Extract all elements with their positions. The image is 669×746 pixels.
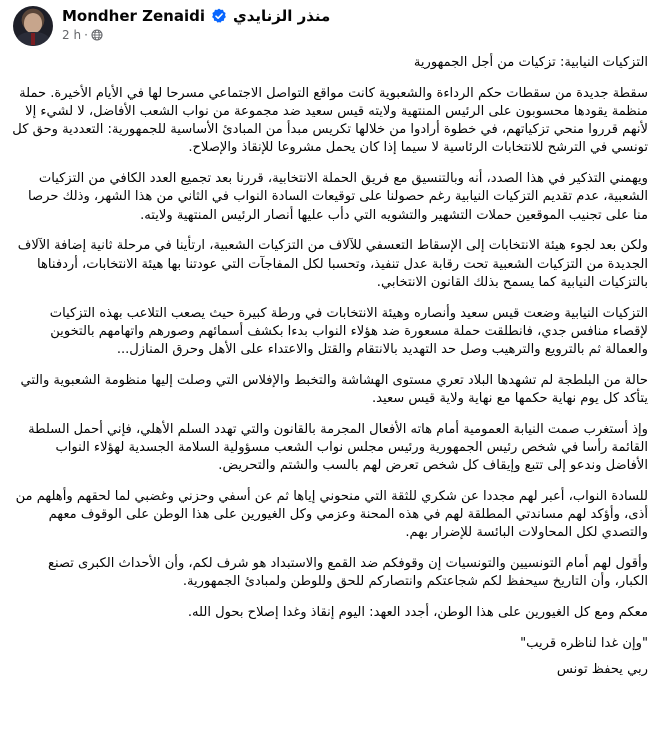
post-paragraph: ولكن بعد لجوء هيئة الانتخابات إلى الإسقاط التعسفي للآلاف من التزكيات الشعبية، ارتأينا في مرحلة ثانية إضافة الآلاف الجديدة من التزكيات الشعبية تحت رقابة عدل تنفيذ، وتحسبا لكل المفاجآت التي عودتنا بها هيئة الانتخابات، أردفناها بالتزكيات النيابية كما يسمح بذلك القانون الانتخابي. <box>17 238 648 290</box>
post-paragraph: سقطة جديدة من سقطات حكم الرداءة والشعبوية كانت مواقع التواصل الاجتماعي مسرحا لها في الأيام الأخيرة. حملة منظمة يقودها محسوبون على الرئيس المنتهية ولايته قيس سعيد ضد مجموعة من نواب الشعب الأفاضل، لا لشيء إلا لأنهم قرروا منحي تزكياتهم، في خطوة أرادوا من خلالها تكريس مبدأ من المبادئ الأساسية للجمهورية: التعددية وحق كل تونسي في الترشح للانتخابات الرئاسية لا سيما إذا كان يحمل مشروعا للإنقاذ والإصلاح. <box>12 85 648 156</box>
post-paragraph: وأقول لهم أمام التونسيين والتونسيات إن وقوفكم ضد القمع والاستبداد هو شرف لكم، وأن الأحداث الكبرى تصنع الكبار، وأن التاريخ سيحفظ لكم شجاعتكم وانتصاركم للحق وللوطن ولمبادئ الجمهورية. <box>47 556 648 590</box>
post-header <box>0 0 669 52</box>
post-paragraph: وإذ أستغرب صمت النيابة العمومية أمام هاته الأفعال المجرمة بالقانون والتي تهدد السلم الأهلي، فإني أحمل السلطة القائمة رأسا في شخص رئيس الجمهورية ورئيس مجلس نواب الشعب مسؤولية السلامة الجسدية لهؤلاء النواب الأفاضل وندعو إلى تتبع وإيقاف كل شخص تعرض لهم بالسب والشتم والتحريض. <box>28 421 648 474</box>
post-paragraph: حالة من البلطجة لم تشهدها البلاد تعري مستوى الهشاشة والتخبط والإفلاس التي وصلت إليها منظومة الشعبوية والتي يتأكد كل يوم نهاية حكمها مع نهاية ولاية قيس سعيد. <box>20 372 648 407</box>
post-paragraph: للسادة النواب، أعبر لهم مجددا عن شكري للثقة التي منحوني إياها ثم عن أسفي وحزني وغضبي لما لحقهم وأهلهم من أذى، وأؤكد لهم مساندتي المطلقة لهم في هذه المحنة وعزمي وكل الغيورين على هذا الوطن على الوقوف معهم والتصدي لكل المحاولات البائسة للإضرار بهم. <box>15 489 648 541</box>
post-meta <box>62 27 103 43</box>
author-name-arabic[interactable]: منذر الزنايدي <box>233 7 331 25</box>
post-paragraph: التزكيات النيابية وضعت قيس سعيد وأنصاره وهيئة الانتخابات في ورطة كبيرة حيث يصعب التلاعب بهذه التزكيات لإقصاء منافس جدي، فانطلقت حملة مسعورة ضد هؤلاء النواب بدءا بكشف أسمائهم وصورهم واتهامهم بالتخوين والعمالة ثم بالترويع والترهيب وصل حد التهديد بالانتقام والقتل والاعتداء على الأهل وحرق المنازل... <box>49 305 648 358</box>
post-quote: "وإن غدا لناظره قريب" <box>520 636 648 652</box>
meta-separator: · <box>84 28 88 42</box>
post-body <box>12 54 648 687</box>
post-closing: ربي يحفظ تونس <box>556 662 648 678</box>
post-title: التزكيات النيابية: تزكيات من أجل الجمهورية <box>413 55 648 70</box>
post-paragraph: ويهمني التذكير في هذا الصدد، أنه وبالتنسيق مع فريق الحملة الانتخابية، قررنا بعد تجميع العدد الكافي من التزكيات الشعبية، عدم تقديم التزكيات النيابية رغم حصولنا على توقيعات السادة النواب في الثاني من هذا الشهر، وذلك حرصا منا على تجنيب الموقعين حملات التشهير والتشويه التي دأب عليها أنصار الرئيس المنتهية ولايته. <box>28 171 648 223</box>
post-paragraph: معكم ومع كل الغيورين على هذا الوطن، أجدد العهد: اليوم إنقاذ وغدا إصلاح بحول الله. <box>187 605 648 621</box>
author-name[interactable]: Mondher Zenaidi <box>62 7 205 25</box>
verified-badge-icon <box>211 8 227 24</box>
avatar[interactable] <box>13 6 53 46</box>
globe-icon[interactable] <box>91 29 103 41</box>
author-row <box>62 6 330 26</box>
post-timestamp[interactable]: 2 h <box>62 28 82 42</box>
